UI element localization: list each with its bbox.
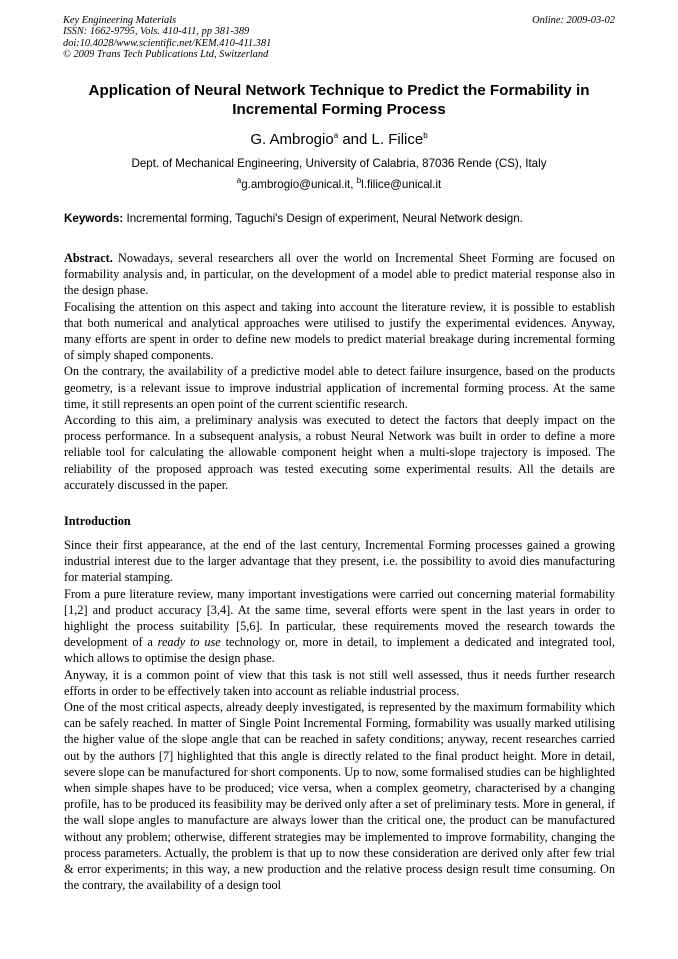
journal-doi: doi:10.4028/www.scientific.net/KEM.410-411.381 — [63, 37, 272, 49]
author-2-affiliation-mark: b — [423, 131, 428, 140]
abstract-label: Abstract. — [64, 251, 113, 265]
journal-name: Key Engineering Materials — [63, 15, 177, 26]
introduction-heading: Introduction — [64, 514, 131, 528]
online-date: Online: 2009-03-02 — [532, 15, 615, 26]
author-emails — [0, 178, 678, 192]
intro-paragraph-4: One of the most critical aspects, already deeply investigated, is represented by the maximum formability which can be safely reached. In matter of Single Point Incremental Forming, formability was usually marked utilising the higher value of the slope angle that can be reached in safety conditions; anyway, recent researches carried out by the authors [7] highlighted that this angle is directly related to the final product height. More in detail, severe slope can be manufactured for short components. Up to now, some formalised studies can be highlighted when simple shapes have to be produced; vice versa, when a complex geometry, characterised by a changing profile, has to be produced its feasibility may be derived only after a set of preliminary tests. More in general, if the wall slope angles to manufacture are always lower than the critical one, the product can be manufactured without any problem; otherwise, different strategies may be implemented to improve formability, changing the process parameters. Actually, the problem is that up to now these consideration are derived only after few trial & error experiments; in this way, a new production and the relative process design result time consuming. On the contrary, the availability of a design tool — [64, 700, 615, 893]
email-b[interactable]: l.filice@unical.it — [361, 178, 442, 191]
author-1: G. Ambrogio — [250, 131, 334, 148]
title-line-2: Incremental Forming Process — [232, 101, 446, 118]
email-b-mark: b — [356, 176, 362, 186]
keywords — [64, 212, 624, 226]
paper-title — [40, 81, 638, 119]
keywords-text: Incremental forming, Taguchi's Design of experiment, Neural Network design. — [123, 212, 523, 225]
journal-copyright: © 2009 Trans Tech Publications Ltd, Switzerland — [63, 49, 269, 61]
title-line-1: Application of Neural Network Technique to Predict the Formability in — [88, 82, 590, 99]
intro-paragraph-1: Since their first appearance, at the end of the last century, Incremental Forming processes gained a growing industrial interest due to the larger advantage that they present, i.e. the possibility to avoid dies manufacturing for material stamping. — [64, 538, 615, 585]
abstract-paragraph-1 — [64, 250, 615, 299]
journal-header — [63, 15, 615, 61]
intro-paragraph-2 — [64, 586, 615, 667]
abstract-section — [64, 250, 615, 493]
abstract-paragraph-1-text: Nowadays, several researchers all over the world on Incremental Sheet Forming are focused on formability analysis and, in particular, on the development of a model able to predict material response also in the design phase. — [64, 251, 615, 298]
keywords-label: Keywords: — [64, 212, 124, 225]
abstract-paragraph-2: Focalising the attention on this aspect and taking into account the literature review, it is possible to establish that both numerical and analytical approaches were utilised to justify the experimental evidences. Anyway, many efforts are spent in order to define new models to predict material breakage during incremental forming of simply shaped components. — [64, 299, 615, 363]
author-2: L. Filice — [371, 131, 424, 148]
abstract-paragraph-3: On the contrary, the availability of a predictive model able to detect failure insurgence, based on the products geometry, is a relevant issue to improve industrial application of incremental forming process. At the same time, it still represents an open point of the current scientific research. — [64, 364, 615, 411]
journal-issn: ISSN: 1662-9795, Vols. 410-411, pp 381-389 — [63, 26, 250, 38]
affiliation: Dept. of Mechanical Engineering, University of Calabria, 87036 Rende (CS), Italy — [131, 157, 547, 170]
intro-paragraph-2-part-1: From a pure literature review, many important investigations were carried out concerning material formability [1,2] and product accuracy [3,4]. At the same time, several efforts were spent in the last years in order to highlight the process suitability [5,6]. In particular, these requirements moved the research towards the development of a — [64, 586, 615, 650]
introduction-section — [64, 537, 615, 893]
author-1-affiliation-mark: a — [333, 131, 339, 140]
intro-paragraph-3: Anyway, it is a common point of view that this task is not still well assessed, thus it needs further research efforts in order to be effectively taken into account as reliable industrial process. — [64, 667, 615, 698]
email-a[interactable]: g.ambrogio@unical.it, — [241, 178, 357, 191]
authors — [0, 131, 678, 149]
intro-paragraph-2-italic: ready to use — [157, 635, 221, 650]
intro-paragraph-2-part-2: technology or, more in detail, to implement a dedicated and integrated tool, which allows to optimise the design phase. — [64, 635, 615, 666]
email-a-mark: a — [236, 176, 242, 186]
authors-conjunction: and — [338, 131, 372, 148]
abstract-paragraph-4: According to this aim, a preliminary analysis was executed to detect the factors that deeply impact on the process performance. In a subsequent analysis, a robust Neural Network was built in order to define a more reliable tool for calculating the allowable component height when a multi-slope trajectory is imposed. The reliability of the proposed approach was tested executing some experimental results. All the details are accurately discussed in the paper. — [64, 413, 615, 492]
